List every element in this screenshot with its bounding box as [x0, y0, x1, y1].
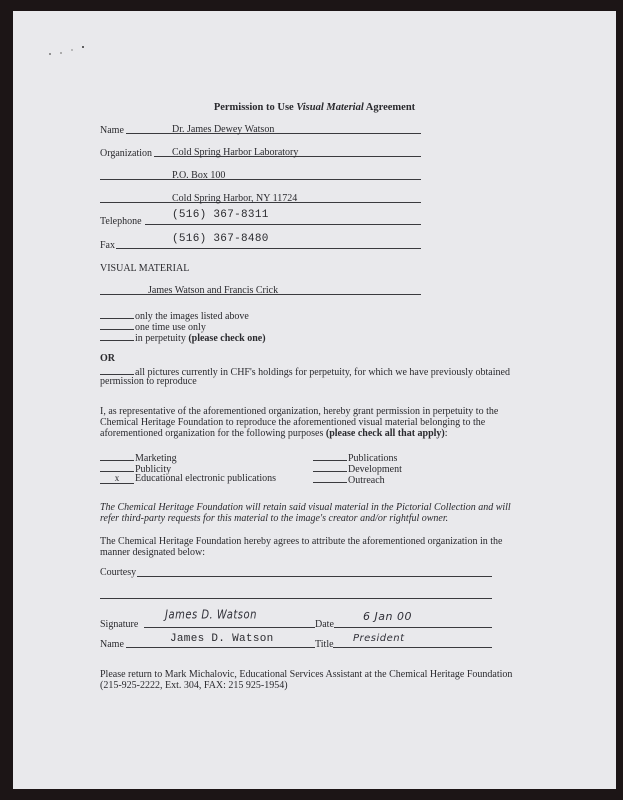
- grant-paragraph-line-2: Chemical Heritage Foundation to reproduce the aforementioned visual material belonging to the: [100, 417, 486, 428]
- retain-notice-line-1: The Chemical Heritage Foundation will retain said visual material in the Pictorial Collection and will: [100, 502, 511, 513]
- option-blank[interactable]: [100, 365, 134, 375]
- purpose-label: Marketing: [135, 453, 177, 464]
- purpose-educational[interactable]: [100, 473, 276, 485]
- or-label: OR: [100, 353, 115, 364]
- option-label: all pictures currently in CHF's holdings for perpetuity, for which we have previously obtained: [135, 367, 510, 378]
- option-all-pictures-cont: permission to reproduce: [100, 376, 197, 387]
- option-label: only the images listed above: [135, 311, 249, 322]
- fax-field[interactable]: (516) 367-8480: [172, 233, 269, 245]
- address-line-1-field[interactable]: P.O. Box 100: [172, 170, 226, 181]
- title-field[interactable]: President: [353, 633, 405, 644]
- telephone-label: Telephone: [100, 216, 142, 227]
- visual-material-heading: VISUAL MATERIAL: [100, 263, 190, 274]
- fax-label: Fax: [100, 240, 115, 251]
- signature-label: Signature: [100, 619, 139, 630]
- name-label: Name: [100, 125, 124, 136]
- document-title: Permission to Use Visual Material Agreement: [213, 102, 416, 113]
- option-label: one time use only: [135, 322, 206, 333]
- signer-name-field[interactable]: James D. Watson: [170, 633, 274, 645]
- attribution-line-2: manner designated below:: [100, 547, 205, 558]
- date-label: Date: [315, 619, 334, 630]
- purpose-blank[interactable]: [100, 462, 134, 472]
- organization-field[interactable]: Cold Spring Harbor Laboratory: [172, 147, 299, 158]
- option-perpetuity[interactable]: [100, 331, 266, 345]
- grant-paragraph-line-1: I, as representative of the aforementioned organization, hereby grant permission in perpetuity to the: [100, 406, 499, 417]
- organization-label: Organization: [100, 148, 153, 159]
- name-field[interactable]: Dr. James Dewey Watson: [172, 124, 275, 135]
- signer-name-label: Name: [100, 639, 124, 650]
- visual-material-field[interactable]: James Watson and Francis Crick: [148, 285, 279, 296]
- purpose-outreach[interactable]: [313, 473, 385, 487]
- signer-name-line: [126, 647, 315, 648]
- purpose-label: Outreach: [348, 475, 385, 486]
- document-page: [13, 11, 616, 789]
- title-label: Title: [315, 639, 334, 650]
- purpose-blank[interactable]: [313, 473, 347, 483]
- speck: [82, 46, 84, 48]
- courtesy-label: Courtesy: [100, 567, 137, 578]
- date-line: [334, 627, 492, 628]
- courtesy-line[interactable]: [137, 576, 492, 577]
- speck: [60, 52, 62, 54]
- purpose-label: Publications: [348, 453, 398, 464]
- option-blank[interactable]: [100, 331, 134, 341]
- attribution-line-1: The Chemical Heritage Foundation hereby agrees to attribute the aforementioned organization in the: [100, 536, 503, 547]
- option-blank[interactable]: [100, 320, 134, 330]
- date-field[interactable]: 6 Jan 00: [363, 610, 412, 623]
- purpose-label: Publicity: [135, 464, 172, 475]
- signature-line: [144, 627, 315, 628]
- grant-paragraph-line-3: aforementioned organization for the following purposes (please check all that apply):: [100, 428, 448, 439]
- fax-line: [116, 248, 421, 249]
- address-line-2-field[interactable]: Cold Spring Harbor, NY 11724: [172, 193, 298, 204]
- retain-notice-line-2: refer third-party requests for this material to the image's creator and/or rightful owner.: [100, 513, 449, 524]
- courtesy-line-2[interactable]: [100, 598, 492, 599]
- purpose-blank[interactable]: x: [100, 474, 134, 484]
- purpose-blank[interactable]: [100, 451, 134, 461]
- purpose-label: Development: [348, 464, 402, 475]
- signature-field[interactable]: James D. Watson: [165, 608, 257, 623]
- speck: [71, 49, 73, 51]
- option-blank[interactable]: [100, 309, 134, 319]
- purpose-label: Educational electronic publications: [135, 473, 277, 484]
- purpose-blank[interactable]: [313, 451, 347, 461]
- purpose-blank[interactable]: [313, 462, 347, 472]
- speck: [49, 53, 51, 55]
- telephone-line: [145, 224, 421, 225]
- address-line-1-rule: [100, 179, 421, 180]
- return-instructions-line-2: (215-925-2222, Ext. 304, FAX: 215 925-1954): [100, 680, 288, 691]
- option-note: (please check one): [188, 333, 266, 344]
- return-instructions-line-1: Please return to Mark Michalovic, Educational Services Assistant at the Chemical Heritage Foundation: [100, 669, 513, 680]
- option-label: in perpetuity: [135, 333, 189, 344]
- title-line: [333, 647, 492, 648]
- telephone-field[interactable]: (516) 367-8311: [172, 209, 269, 221]
